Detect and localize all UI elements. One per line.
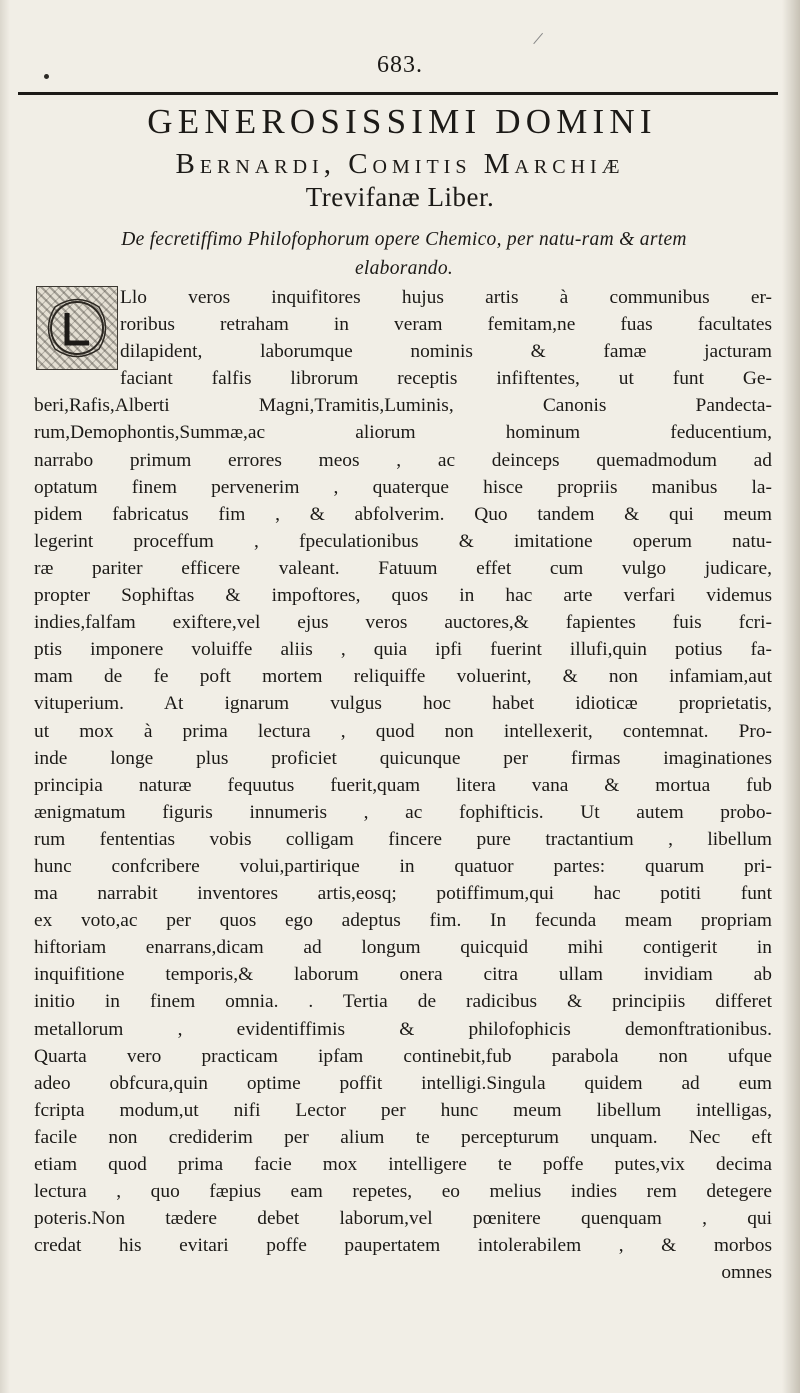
text-line: pidem fabricatus fim , & abfolverim. Quo tandem & qui meum <box>34 503 772 525</box>
text-line: rum,Demophontis,Summæ,ac aliorum hominum feducentium, <box>34 422 772 444</box>
page-number: 683. <box>377 52 423 78</box>
text-line: initio in finem omnia. . Tertia de radicibus & principiis differet <box>34 991 772 1013</box>
text-line: narrabo primum errores meos , ac deinceps quemadmodum ad <box>34 449 772 471</box>
text-line: hunc confcribere volui,partirique in quatuor partes: quarum pri- <box>34 855 772 877</box>
text-line: legerint proceffum , fpeculationibus & imitatione operum natu- <box>34 530 772 552</box>
title-line-2: Bernardi, Comitis Marchiæ <box>175 148 625 180</box>
text-line: fcripta modum,ut nifi Lector per hunc meum libellum intelligas, <box>34 1099 772 1121</box>
text-line: beri,Rafis,Alberti Magni,Tramitis,Luminis, Canonis Pandecta- <box>34 395 772 417</box>
title-line-1: GENEROSISSIMI DOMINI <box>147 102 657 141</box>
header-rule <box>18 92 778 95</box>
text-line: metallorum , evidentiffimis & philofophicis demonftrationibus. <box>34 1018 772 1040</box>
text-line: etiam quod prima facie mox intelligere te poffe putes,vix decima <box>34 1154 772 1175</box>
text-line: ut mox à prima lectura , quod non intellexerit, contemnat. Pro- <box>34 720 772 742</box>
text-line: lectura , quo fæpius eam repetes, eo melius indies rem detegere <box>34 1181 772 1203</box>
text-line: optatum finem pervenerim , quaterque hisce propriis manibus la- <box>34 476 772 498</box>
text-line: mam de fe poft mortem reliquiffe voluerint, & non infamiam,aut <box>34 666 772 688</box>
text-line: roribus retraham in veram femitam,ne fuas facultates <box>120 314 772 336</box>
text-line: principia naturæ fequutus fuerit,quam litera vana & mortua fub <box>34 774 772 796</box>
text-line: indies,falfam exiftere,vel ejus veros auctores,& fapientes fuis fcri- <box>34 612 772 634</box>
text-line: ræ pariter efficere valeant. Fatuum effet cum vulgo judicare, <box>34 557 772 579</box>
text-line: ex voto,ac per quos ego adeptus fim. In fecunda meam propriam <box>34 910 772 932</box>
text-line: rum fententias vobis colligam fincere pure tractantium , libellum <box>34 828 772 850</box>
text-line: poteris.Non tædere debet laborum,vel pœnitere quenquam , qui <box>34 1208 772 1230</box>
chapter-subtitle: De fecretiffimo Philofophorum opere Chemico, per natu-ram & artem elaborando. <box>121 229 687 279</box>
body-text <box>34 284 772 1286</box>
title-line-3: Trevifanæ Liber. <box>305 182 495 212</box>
text-line: adeo obfcura,quin optime poffit intelligi.Singula quidem ad eum <box>34 1072 772 1094</box>
text-line: propter Sophiftas & impoftores, quos in hac arte verfari videmus <box>34 585 772 607</box>
text-line: faciant falfis librorum receptis infiftentes, ut funt Ge- <box>120 368 772 390</box>
text-line: dilapident, laborumque nominis & famæ jacturam <box>120 341 772 363</box>
pencil-mark <box>533 33 553 53</box>
text-line: Quarta vero practicam ipfam continebit,fub parabola non ufque <box>34 1045 772 1067</box>
text-line: ænigmatum figuris innumeris , ac fophifticis. Ut autem probo- <box>34 801 772 823</box>
text-line: hiftoriam enarrans,dicam ad longum quicquid mihi contigerit in <box>34 937 772 959</box>
text-line: vituperium. At ignarum vulgus hoc habet idioticæ proprietatis, <box>34 693 772 715</box>
text-line: facile non crediderim per alium te percepturum unquam. Nec eft <box>34 1126 772 1148</box>
text-line: credat his evitari poffe paupertatem intolerabilem , & morbos <box>34 1235 772 1257</box>
text-line: ma narrabit inventores artis,eosq; potiffimum,qui hac potiti funt <box>34 883 772 905</box>
text-line: inquifitione temporis,& laborum onera citra ullam invidiam ab <box>34 964 772 986</box>
text-line: omnes <box>721 1262 772 1284</box>
text-line: ptis imponere voluiffe aliis , quia ipfi fuerint illufi,quin potius fa- <box>34 639 772 661</box>
text-line: Llo veros inquifitores hujus artis à communibus er- <box>120 287 772 308</box>
text-line: inde longe plus proficiet quicunque per firmas imaginationes <box>34 747 772 769</box>
